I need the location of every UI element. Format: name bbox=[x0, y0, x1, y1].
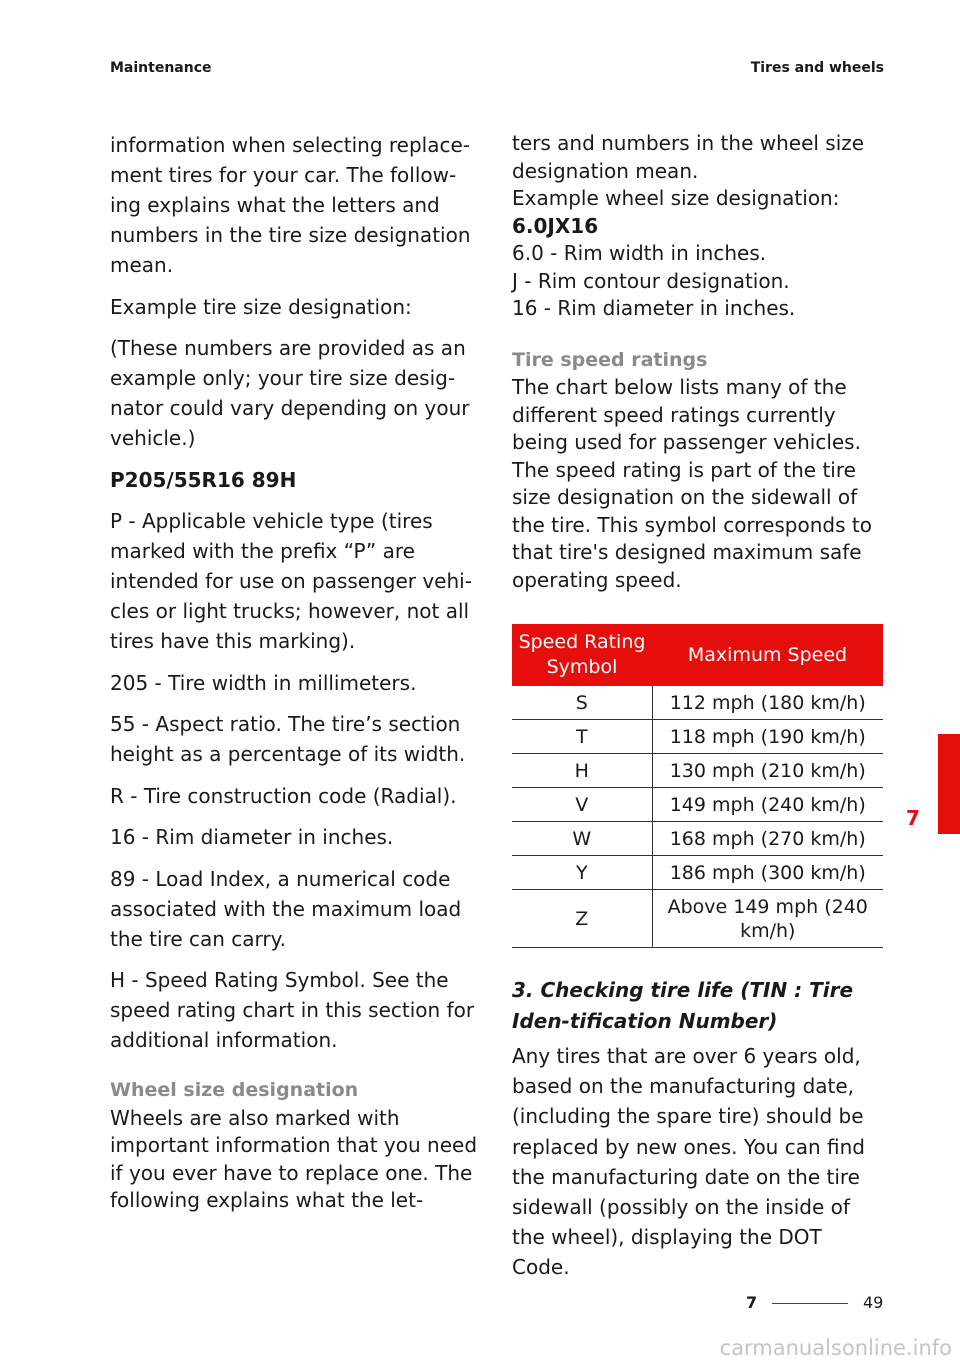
table-row bbox=[512, 754, 883, 788]
watermark: carmanualsonline.info bbox=[719, 1336, 952, 1360]
right-column bbox=[512, 130, 884, 594]
tire-example-label: Example tire size designation: bbox=[110, 294, 412, 319]
wheel-example-label: Example wheel size designation: bbox=[512, 186, 840, 210]
table-header-max-speed: Maximum Speed bbox=[652, 624, 883, 686]
max-speed-cell: 112 mph (180 km/h) bbox=[652, 686, 883, 720]
wheel-designation: 6.0JX16 bbox=[512, 213, 599, 238]
wheel-size-text: Wheels are also marked with important information that you need if you ever have to replace one. The following explains what the let- bbox=[110, 1105, 478, 1212]
chapter-tab-marker bbox=[938, 734, 960, 834]
footer-divider bbox=[772, 1303, 848, 1304]
tire-designation: P205/55R16 89H bbox=[110, 467, 297, 492]
rating-symbol-cell: S bbox=[512, 686, 652, 720]
wheel-item: 6.0 - Rim width in inches. bbox=[512, 241, 767, 265]
max-speed-cell: 118 mph (190 km/h) bbox=[652, 720, 883, 754]
speed-ratings-text: The chart below lists many of the different speed ratings currently being used for passenger vehicles. The speed rating is part of the tire size designation on the sidewall of the tire. This symbol corresponds to that tire's designed maximum safe operating speed. bbox=[512, 375, 872, 592]
rating-symbol-cell: V bbox=[512, 788, 652, 822]
wheel-item: 16 - Rim diameter in inches. bbox=[512, 296, 796, 320]
table-header-symbol: Speed Rating Symbol bbox=[512, 624, 652, 686]
running-header-topic: Tires and wheels bbox=[750, 60, 884, 76]
tire-life-section-body: Any tires that are over 6 years old, based on the manufacturing date, (including the spare tire) should be replaced by new ones. You can find the manufacturing date on the tire sidewall (possibly on the inside of the wheel), displaying the DOT Code. bbox=[512, 1044, 865, 1280]
speed-rating-table bbox=[512, 624, 883, 948]
tire-item: 16 - Rim diameter in inches. bbox=[110, 825, 394, 849]
table-row bbox=[512, 788, 883, 822]
max-speed-cell: 168 mph (270 km/h) bbox=[652, 822, 883, 856]
running-header-section: Maintenance bbox=[110, 60, 212, 76]
intro-paragraph: information when selecting replace-ment tires for your car. The follow-ing explains what the letters and numbers in the tire size designation mean. bbox=[110, 133, 471, 277]
tire-item: R - Tire construction code (Radial). bbox=[110, 783, 457, 808]
tire-item: 55 - Aspect ratio. The tire’s section height as a percentage of its width. bbox=[110, 712, 466, 766]
tire-item: 205 - Tire width in millimeters. bbox=[110, 670, 417, 695]
left-column bbox=[110, 130, 480, 1215]
footer-chapter-number: 7 bbox=[746, 1293, 758, 1312]
max-speed-cell: 130 mph (210 km/h) bbox=[652, 754, 883, 788]
wheel-item: J - Rim contour designation. bbox=[512, 268, 790, 293]
footer-page-number: 49 bbox=[863, 1293, 884, 1312]
table-row bbox=[512, 720, 883, 754]
tire-example-note: (These numbers are provided as an example only; your tire size desig-nator could vary depending on your vehicle.) bbox=[110, 336, 470, 450]
tire-item: H - Speed Rating Symbol. See the speed rating chart in this section for additional information. bbox=[110, 968, 475, 1052]
rating-symbol-cell: Z bbox=[512, 890, 652, 948]
table-header-row bbox=[512, 624, 883, 686]
rating-symbol-cell: Y bbox=[512, 856, 652, 890]
max-speed-cell: 186 mph (300 km/h) bbox=[652, 856, 883, 890]
wheel-size-heading: Wheel size designation bbox=[110, 1079, 359, 1101]
tire-life-section-title: 3. Checking tire life (TIN : Tire Iden-tification Number) bbox=[512, 978, 854, 1033]
table-row bbox=[512, 856, 883, 890]
speed-ratings-heading: Tire speed ratings bbox=[512, 348, 708, 371]
max-speed-cell: Above 149 mph (240 km/h) bbox=[652, 890, 883, 948]
wheel-size-text-continued: ters and numbers in the wheel size designation mean. bbox=[512, 131, 865, 183]
tire-item: P - Applicable vehicle type (tires marked with the prefix “P” are intended for use on passenger vehi-cles or light trucks; however, not all tires have this marking). bbox=[110, 509, 472, 653]
table-row bbox=[512, 686, 883, 720]
max-speed-cell: 149 mph (240 km/h) bbox=[652, 788, 883, 822]
tire-item: 89 - Load Index, a numerical code associated with the maximum load the tire can carry. bbox=[110, 866, 462, 951]
rating-symbol-cell: H bbox=[512, 754, 652, 788]
rating-symbol-cell: T bbox=[512, 720, 652, 754]
table-row bbox=[512, 822, 883, 856]
table-row bbox=[512, 890, 883, 948]
chapter-tab-number: 7 bbox=[906, 806, 920, 830]
rating-symbol-cell: W bbox=[512, 822, 652, 856]
